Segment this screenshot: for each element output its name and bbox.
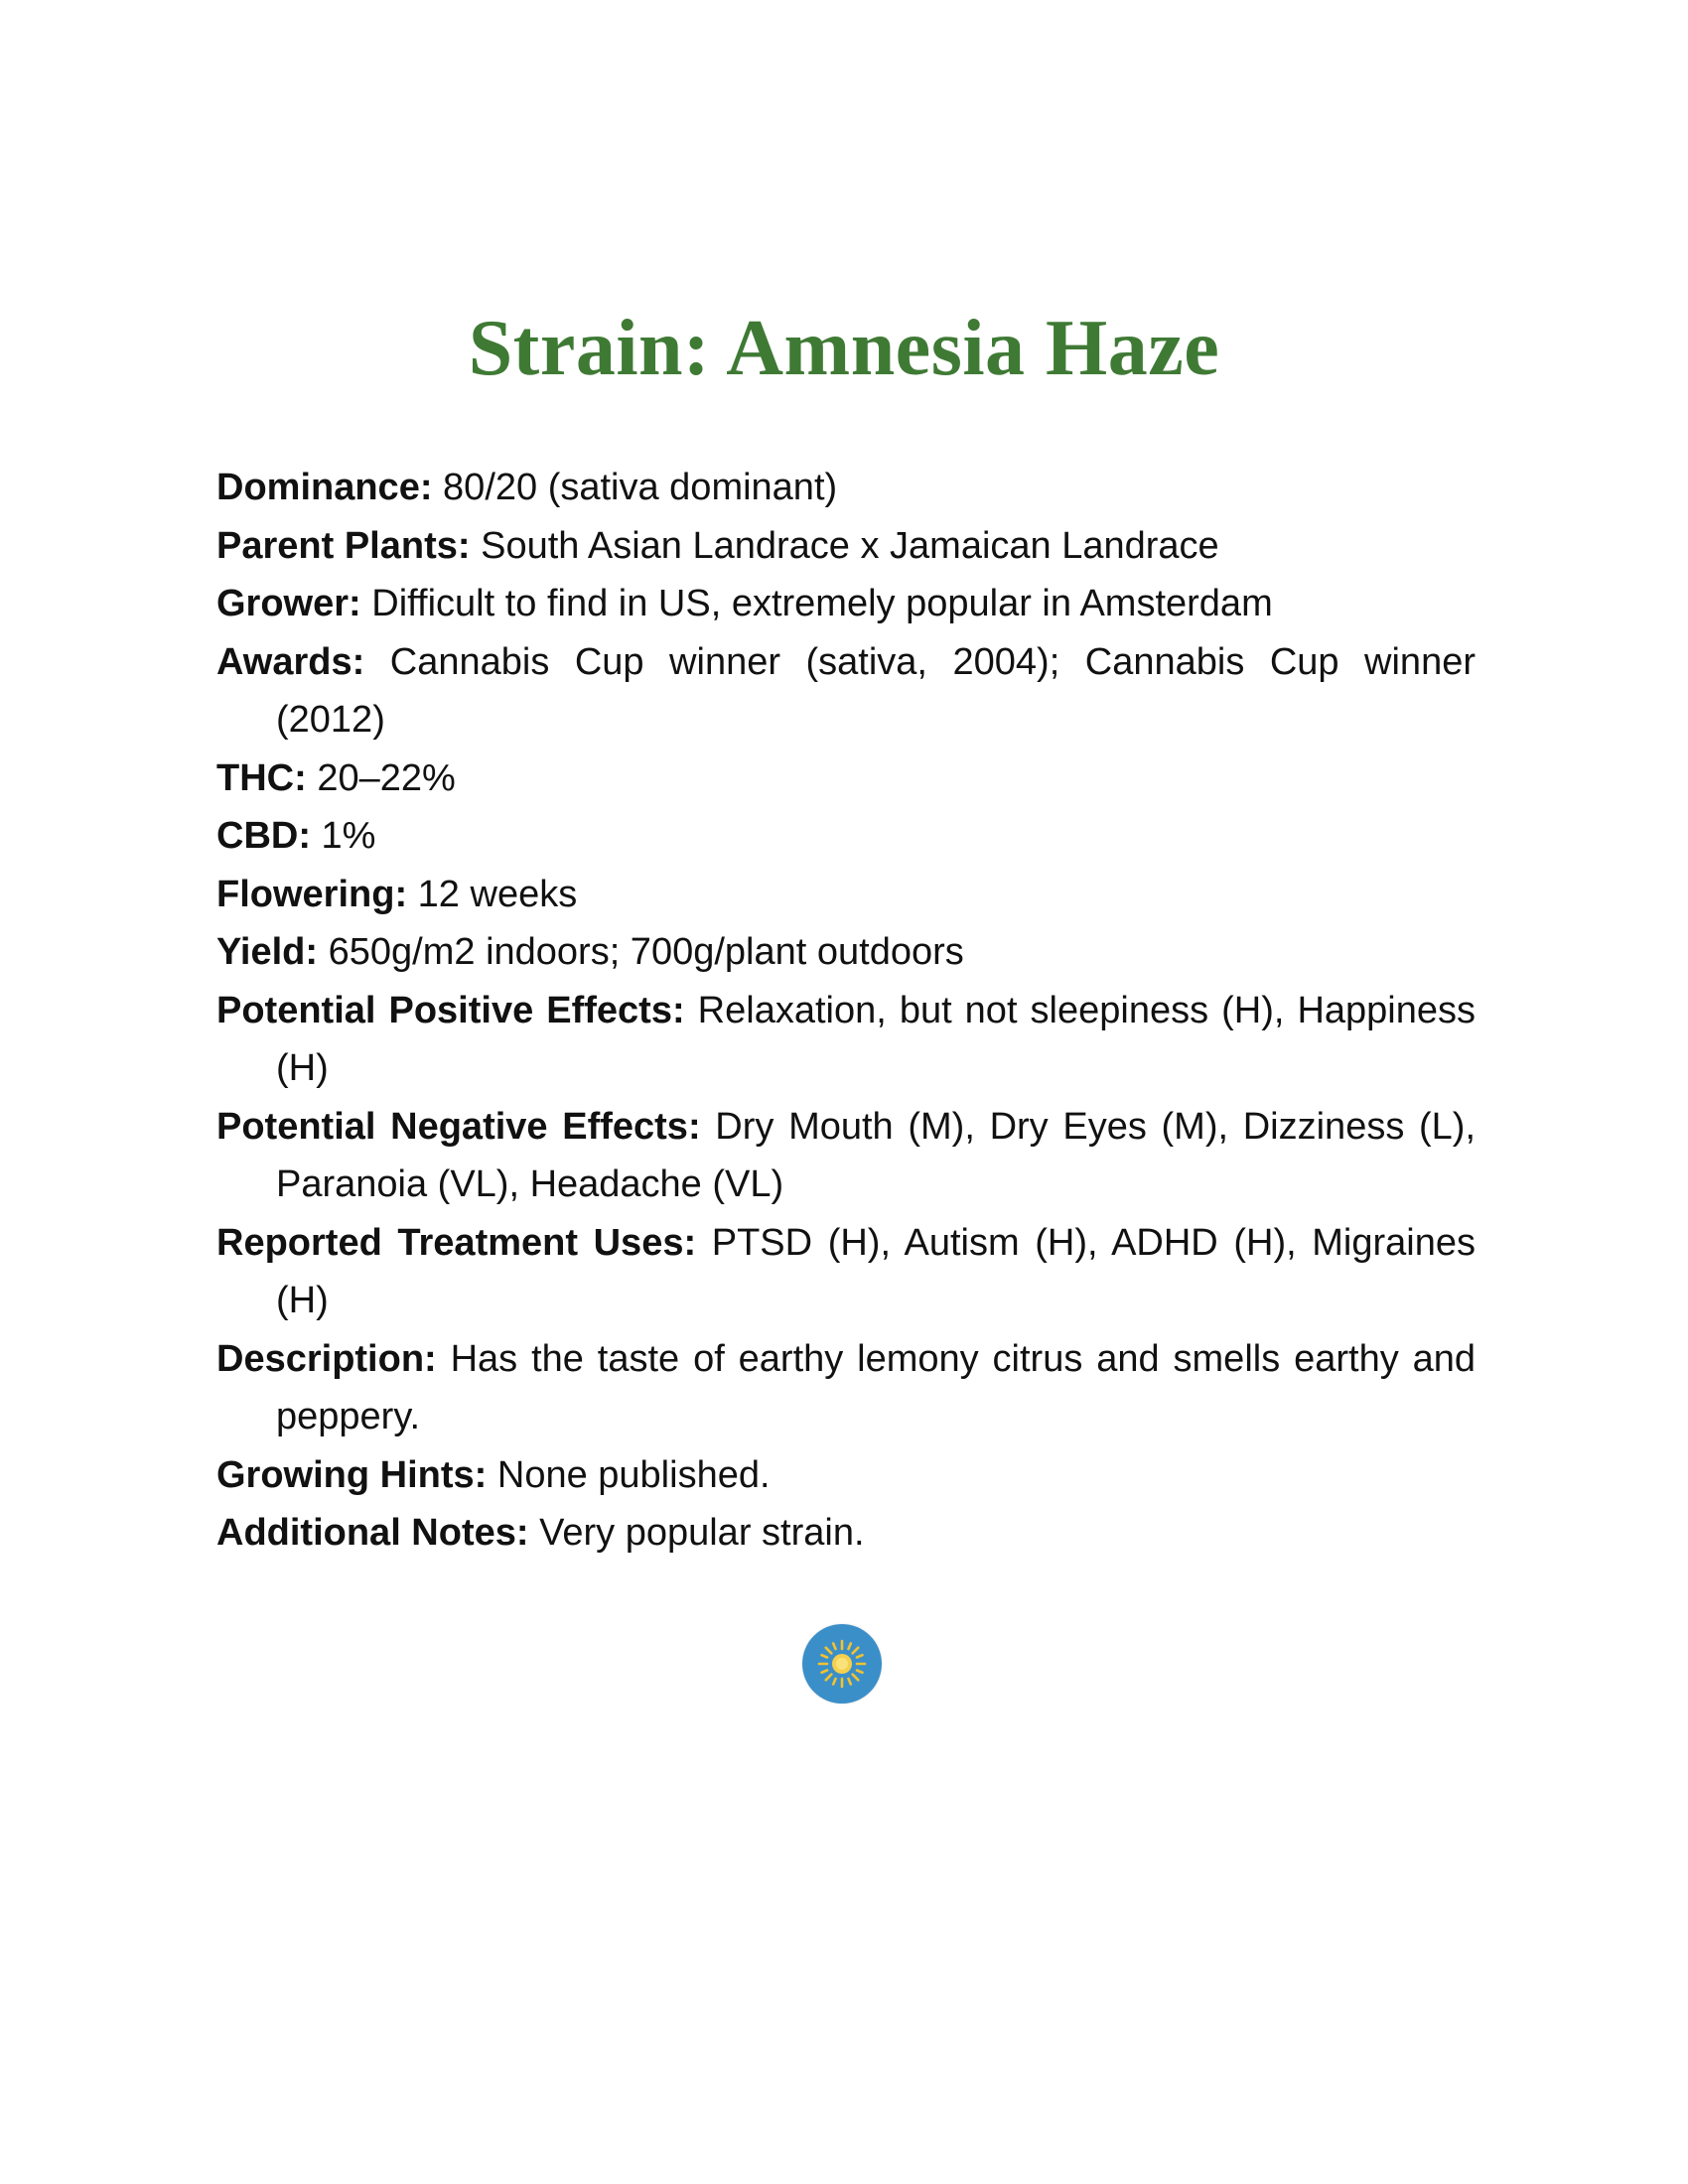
entry-label: Description: xyxy=(216,1337,437,1380)
sun-icon xyxy=(802,1624,882,1704)
entry-value: Relaxation, but not sleepiness (H), Happiness (H) xyxy=(276,989,1477,1089)
entry-dominance xyxy=(216,459,1476,517)
entry-value: Difficult to find in US, extremely popular in Amsterdam xyxy=(371,583,1273,624)
entry-additional-notes xyxy=(216,1504,1476,1563)
entry-label: Reported Treatment Uses: xyxy=(216,1221,697,1264)
entry-label: Dominance: xyxy=(216,467,433,508)
entry-label: Yield: xyxy=(216,931,319,973)
entry-value: 650g/m2 indoors; 700g/plant outdoors xyxy=(328,931,964,973)
entry-positive-effects xyxy=(216,982,1476,1098)
sun-badge xyxy=(802,1624,882,1704)
entry-label: CBD: xyxy=(216,815,311,857)
entry-label: Awards: xyxy=(216,640,365,683)
entry-treatment-uses xyxy=(216,1214,1476,1330)
entry-label: Growing Hints: xyxy=(216,1453,488,1496)
entry-value: Has the taste of earthy lemony citrus and smells earthy and peppery. xyxy=(276,1337,1477,1437)
entry-negative-effects xyxy=(216,1098,1476,1214)
entry-growing-hints xyxy=(216,1446,1476,1505)
entry-thc xyxy=(216,750,1476,808)
entry-parent-plants xyxy=(216,517,1476,576)
entry-label: Additional Notes: xyxy=(216,1512,529,1554)
entry-value: 20–22% xyxy=(317,756,456,799)
entry-value: 12 weeks xyxy=(417,873,578,915)
entry-yield xyxy=(216,923,1476,982)
entry-awards xyxy=(216,633,1476,750)
entry-value: 1% xyxy=(321,815,376,857)
entry-value: PTSD (H), Autism (H), ADHD (H), Migraines (H) xyxy=(276,1221,1476,1321)
entry-value: South Asian Landrace x Jamaican Landrace xyxy=(481,524,1219,567)
entry-label: Flowering: xyxy=(216,873,408,915)
page-title: Strain: Amnesia Haze xyxy=(468,305,1220,392)
entry-value: Dry Mouth (M), Dry Eyes (M), Dizziness (L), Paranoia (VL), Headache (VL) xyxy=(276,1105,1477,1205)
entry-value: Very popular strain. xyxy=(539,1512,865,1554)
entry-description xyxy=(216,1330,1476,1446)
entry-label: Potential Negative Effects: xyxy=(216,1105,701,1148)
entry-value: Cannabis Cup winner (sativa, 2004); Cannabis Cup winner (2012) xyxy=(276,640,1476,741)
entry-label: THC: xyxy=(216,756,307,799)
entry-label: Potential Positive Effects: xyxy=(216,989,685,1031)
entry-label: Parent Plants: xyxy=(216,524,471,567)
entry-cbd xyxy=(216,807,1476,866)
entry-flowering xyxy=(216,866,1476,924)
entry-value: 80/20 (sativa dominant) xyxy=(443,467,838,508)
entry-value: None published. xyxy=(496,1453,771,1496)
entry-grower xyxy=(216,575,1476,633)
entry-label: Grower: xyxy=(216,583,361,624)
strain-details xyxy=(216,459,1476,1563)
